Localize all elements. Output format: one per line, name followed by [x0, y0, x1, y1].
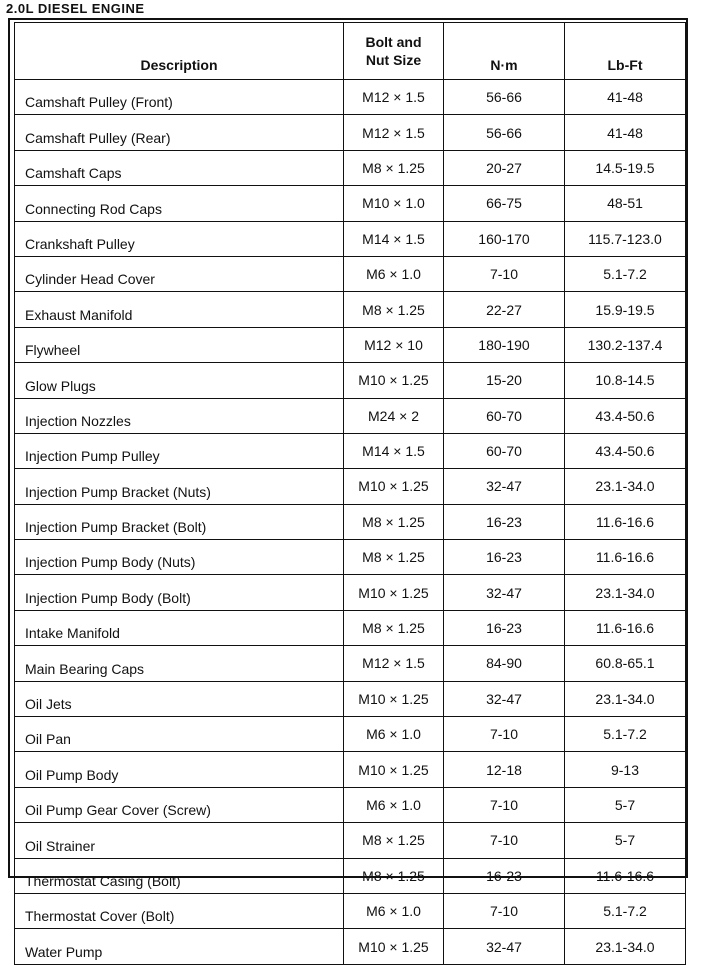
row-nm: 56-66	[444, 115, 565, 150]
row-nm: 60-70	[444, 399, 565, 434]
row-description: Thermostat Casing (Bolt)	[14, 859, 344, 894]
row-description: Injection Pump Body (Bolt)	[14, 575, 344, 610]
row-lbft: 11.6-16.6	[565, 611, 686, 646]
row-bolt-size: M12 × 10	[344, 328, 444, 363]
table-row	[14, 894, 686, 929]
row-lbft: 115.7-123.0	[565, 222, 686, 257]
row-bolt-size: M8 × 1.25	[344, 151, 444, 186]
table-body	[14, 80, 686, 965]
row-nm: 7-10	[444, 894, 565, 929]
row-lbft: 23.1-34.0	[565, 929, 686, 964]
row-bolt-size: M8 × 1.25	[344, 611, 444, 646]
table-row	[14, 788, 686, 823]
row-nm: 84-90	[444, 646, 565, 681]
table-row	[14, 115, 686, 150]
row-description: Injection Nozzles	[14, 399, 344, 434]
row-lbft: 5-7	[565, 823, 686, 858]
row-description: Crankshaft Pulley	[14, 222, 344, 257]
row-description: Oil Pump Gear Cover (Screw)	[14, 788, 344, 823]
table-row	[14, 505, 686, 540]
table-row	[14, 611, 686, 646]
table-row	[14, 328, 686, 363]
row-bolt-size: M6 × 1.0	[344, 257, 444, 292]
row-lbft: 11.6-16.6	[565, 859, 686, 894]
row-lbft: 11.6-16.6	[565, 540, 686, 575]
row-lbft: 10.8-14.5	[565, 363, 686, 398]
row-description: Camshaft Pulley (Front)	[14, 80, 344, 115]
row-bolt-size: M10 × 1.25	[344, 752, 444, 787]
row-lbft: 23.1-34.0	[565, 575, 686, 610]
row-lbft: 5.1-7.2	[565, 717, 686, 752]
table-row	[14, 363, 686, 398]
header-nm: N·m	[444, 22, 565, 80]
row-description: Injection Pump Body (Nuts)	[14, 540, 344, 575]
row-description: Connecting Rod Caps	[14, 186, 344, 221]
row-lbft: 23.1-34.0	[565, 469, 686, 504]
row-description: Injection Pump Pulley	[14, 434, 344, 469]
row-nm: 56-66	[444, 80, 565, 115]
row-nm: 66-75	[444, 186, 565, 221]
table-header-row	[14, 22, 686, 80]
table-row	[14, 823, 686, 858]
header-description: Description	[14, 22, 344, 80]
row-bolt-size: M8 × 1.25	[344, 859, 444, 894]
row-lbft: 41-48	[565, 115, 686, 150]
row-description: Flywheel	[14, 328, 344, 363]
table-row	[14, 682, 686, 717]
row-bolt-size: M8 × 1.25	[344, 505, 444, 540]
table-row	[14, 399, 686, 434]
row-description: Oil Strainer	[14, 823, 344, 858]
row-bolt-size: M6 × 1.0	[344, 717, 444, 752]
row-lbft: 5-7	[565, 788, 686, 823]
row-bolt-size: M14 × 1.5	[344, 434, 444, 469]
row-nm: 7-10	[444, 257, 565, 292]
row-nm: 16-23	[444, 611, 565, 646]
table-row	[14, 859, 686, 894]
table-row	[14, 469, 686, 504]
table-row	[14, 717, 686, 752]
row-nm: 7-10	[444, 823, 565, 858]
row-nm: 20-27	[444, 151, 565, 186]
row-lbft: 48-51	[565, 186, 686, 221]
table-row	[14, 257, 686, 292]
row-nm: 16-23	[444, 505, 565, 540]
torque-spec-table	[14, 22, 686, 965]
row-nm: 32-47	[444, 929, 565, 964]
table-row	[14, 292, 686, 327]
row-description: Intake Manifold	[14, 611, 344, 646]
row-description: Thermostat Cover (Bolt)	[14, 894, 344, 929]
table-row	[14, 646, 686, 681]
row-lbft: 41-48	[565, 80, 686, 115]
row-bolt-size: M10 × 1.25	[344, 682, 444, 717]
row-description: Oil Pump Body	[14, 752, 344, 787]
row-nm: 15-20	[444, 363, 565, 398]
row-lbft: 43.4-50.6	[565, 434, 686, 469]
row-bolt-size: M14 × 1.5	[344, 222, 444, 257]
table-row	[14, 752, 686, 787]
table-row	[14, 151, 686, 186]
row-bolt-size: M10 × 1.25	[344, 363, 444, 398]
row-bolt-size: M8 × 1.25	[344, 540, 444, 575]
table-row	[14, 186, 686, 221]
row-description: Camshaft Pulley (Rear)	[14, 115, 344, 150]
header-bolt-nut-size	[344, 22, 444, 80]
row-nm: 16-23	[444, 859, 565, 894]
table-row	[14, 434, 686, 469]
row-bolt-size: M12 × 1.5	[344, 80, 444, 115]
row-nm: 60-70	[444, 434, 565, 469]
row-lbft: 43.4-50.6	[565, 399, 686, 434]
row-nm: 32-47	[444, 682, 565, 717]
row-bolt-size: M12 × 1.5	[344, 115, 444, 150]
row-nm: 12-18	[444, 752, 565, 787]
row-description: Exhaust Manifold	[14, 292, 344, 327]
row-bolt-size: M12 × 1.5	[344, 646, 444, 681]
row-description: Injection Pump Bracket (Nuts)	[14, 469, 344, 504]
row-lbft: 9-13	[565, 752, 686, 787]
table-row	[14, 575, 686, 610]
row-nm: 32-47	[444, 575, 565, 610]
row-description: Glow Plugs	[14, 363, 344, 398]
row-lbft: 15.9-19.5	[565, 292, 686, 327]
row-bolt-size: M8 × 1.25	[344, 823, 444, 858]
row-lbft: 23.1-34.0	[565, 682, 686, 717]
row-description: Water Pump	[14, 929, 344, 964]
row-lbft: 5.1-7.2	[565, 894, 686, 929]
row-nm: 160-170	[444, 222, 565, 257]
row-bolt-size: M24 × 2	[344, 399, 444, 434]
row-nm: 16-23	[444, 540, 565, 575]
table-row	[14, 929, 686, 964]
row-bolt-size: M10 × 1.25	[344, 575, 444, 610]
row-lbft: 60.8-65.1	[565, 646, 686, 681]
row-bolt-size: M8 × 1.25	[344, 292, 444, 327]
table-row	[14, 80, 686, 115]
row-bolt-size: M6 × 1.0	[344, 788, 444, 823]
row-lbft: 14.5-19.5	[565, 151, 686, 186]
row-lbft: 130.2-137.4	[565, 328, 686, 363]
header-lbft: Lb-Ft	[565, 22, 686, 80]
row-bolt-size: M10 × 1.25	[344, 469, 444, 504]
table-row	[14, 540, 686, 575]
row-nm: 22-27	[444, 292, 565, 327]
row-description: Oil Jets	[14, 682, 344, 717]
row-description: Camshaft Caps	[14, 151, 344, 186]
row-description: Injection Pump Bracket (Bolt)	[14, 505, 344, 540]
row-bolt-size: M6 × 1.0	[344, 894, 444, 929]
row-lbft: 5.1-7.2	[565, 257, 686, 292]
row-nm: 180-190	[444, 328, 565, 363]
row-lbft: 11.6-16.6	[565, 505, 686, 540]
table-row	[14, 222, 686, 257]
row-description: Oil Pan	[14, 717, 344, 752]
header-bolt-line2: Nut Size	[365, 52, 422, 68]
row-nm: 7-10	[444, 788, 565, 823]
row-description: Main Bearing Caps	[14, 646, 344, 681]
row-bolt-size: M10 × 1.0	[344, 186, 444, 221]
row-nm: 32-47	[444, 469, 565, 504]
header-bolt-line1: Bolt and	[365, 34, 422, 50]
row-bolt-size: M10 × 1.25	[344, 929, 444, 964]
row-nm: 7-10	[444, 717, 565, 752]
row-description: Cylinder Head Cover	[14, 257, 344, 292]
page-title: 2.0L DIESEL ENGINE	[6, 1, 145, 16]
